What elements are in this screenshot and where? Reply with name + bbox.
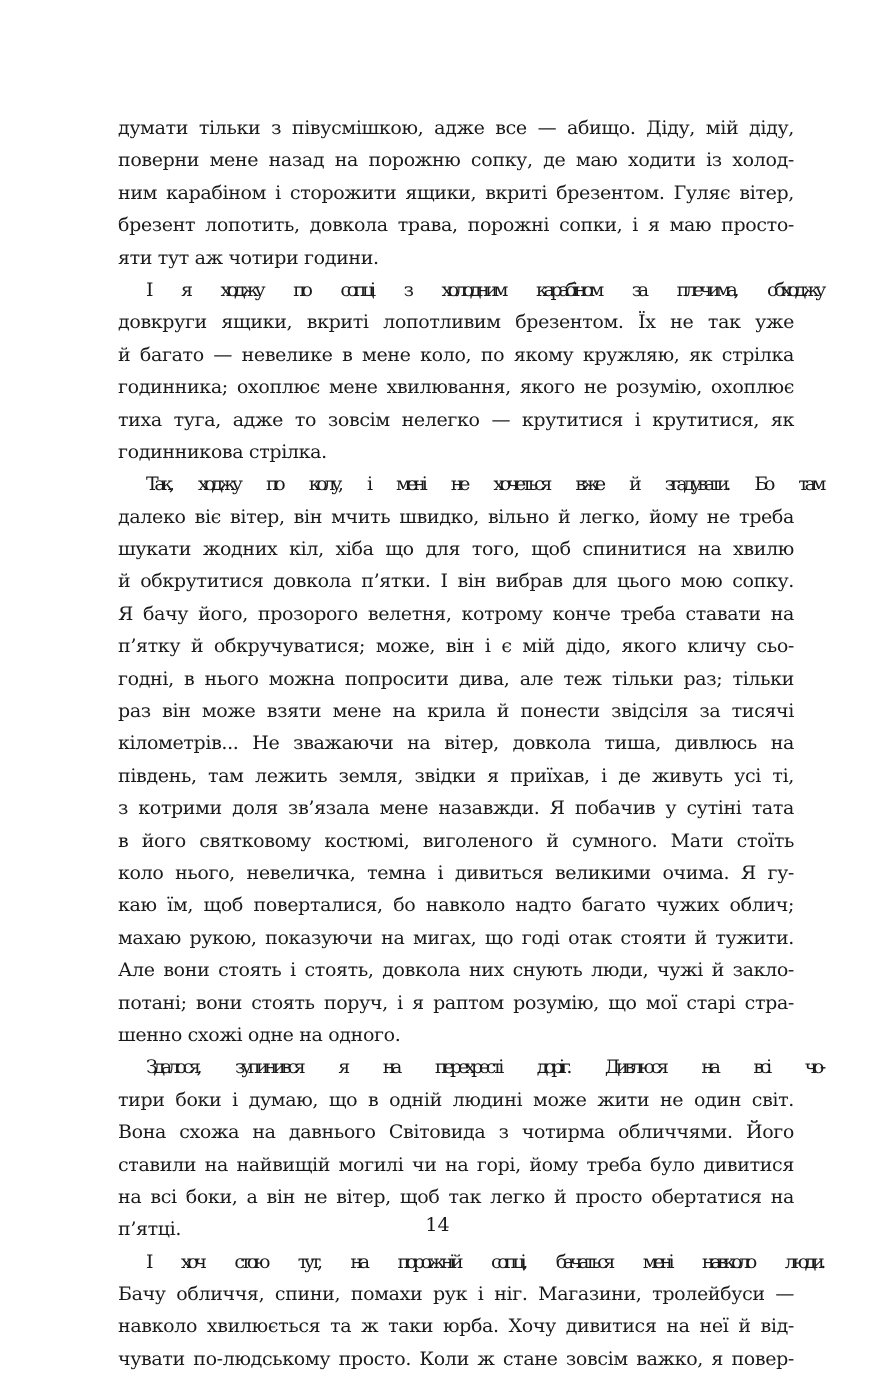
text-block — [118, 112, 822, 1375]
text-line: чувати по-людському просто. Коли ж стане зовсім важко, я повер- — [118, 1347, 794, 1370]
text-line: з котрими доля зв’язала мене назавжди. Я побачив у сутіні тата — [118, 797, 794, 820]
paragraph — [118, 112, 794, 274]
paragraph — [118, 468, 822, 1051]
text-line: Вона схожа на давнього Світовида з чотирма обличчями. Його — [118, 1121, 794, 1144]
text-line: Так, ходжу по колу, і мені не хочеться вже й згадувати. Бо там — [146, 473, 822, 496]
text-line: тири боки і думаю, що в одній людині може жити не один світ. — [118, 1088, 794, 1111]
text-line: навколо хвилюється та ж таки юрба. Хочу дивитися на неї й від- — [118, 1315, 794, 1338]
page-body — [118, 112, 822, 1375]
text-line: ставили на найвищій могилі чи на горі, йому треба було дивитися — [118, 1153, 794, 1176]
text-line: яти тут аж чотири години. — [118, 246, 379, 269]
text-line: шенно схожі одне на одного. — [118, 1023, 401, 1046]
text-line: довкруги ящики, вкриті лопотливим брезентом. Їх не так уже — [118, 311, 794, 334]
text-line: ним карабіном і сторожити ящики, вкриті брезентом. Гуляє вітер, — [118, 181, 794, 204]
text-line: махаю рукою, показуючи на мигах, що годі отак стояти й тужити. — [118, 926, 794, 949]
text-line: й багато — невелике в мене коло, по якому кружляю, як стрілка — [118, 343, 794, 366]
text-line: Я бачу його, прозорого велетня, котрому конче треба ставати на — [118, 602, 794, 625]
text-line: раз він може взяти мене на крила й понести звідсіля за тисячі — [118, 700, 794, 723]
text-line: в його святковому костюмі, виголеного й сумного. Мати стоїть — [118, 829, 794, 852]
text-line: далеко віє вітер, він мчить швидко, вільно й легко, йому не треба — [118, 505, 794, 528]
text-line: поверни мене назад на порожню сопку, де маю ходити із холод- — [118, 149, 794, 172]
paragraph — [118, 274, 822, 468]
text-line: тиха туга, адже то зовсім нелегко — крутитися і крутитися, як — [118, 408, 794, 431]
text-line: кілометрів... Не зважаючи на вітер, довкола тиша, дивлюсь на — [118, 732, 794, 755]
text-line: каю їм, щоб поверталися, бо навколо надто багато чужих облич; — [118, 894, 794, 917]
text-line: годинника; охоплює мене хвилювання, якого не розумію, охоплює — [118, 376, 794, 399]
text-line: на всі боки, а він не вітер, щоб так легко й просто обертатися на — [118, 1185, 794, 1208]
text-line: Бачу обличчя, спини, помахи рук і ніг. Магазини, тролейбуси — — [118, 1283, 794, 1306]
text-line: п’ятку й обкручуватися; може, він і є мій дідо, якого кличу сьо- — [118, 635, 794, 658]
text-line: коло нього, невеличка, темна і дивиться великими очима. Я гу- — [118, 861, 794, 884]
page-number: 14 — [425, 1214, 450, 1236]
text-line: годні, в нього можна попросити дива, але теж тільки раз; тільки — [118, 667, 794, 690]
text-line: потані; вони стоять поруч, і я раптом розумію, що мої старі стра- — [118, 991, 794, 1014]
text-line: й обкрутитися довкола п’ятки. І він вибрав для цього мою сопку. — [118, 570, 794, 593]
text-line: годинникова стрілка. — [118, 440, 327, 463]
text-line: думати тільки з півусмішкою, адже все — абищо. Діду, мій діду, — [118, 117, 794, 139]
text-line: п’ятці. — [118, 1218, 182, 1241]
text-line: Але вони стоять і стоять, довкола них снують люди, чужі й закло- — [118, 959, 794, 982]
text-line: Здалося, зупинився я на перехресті доріг. Дивлюся на всі чо- — [146, 1056, 822, 1079]
text-line: шукати жодних кіл, хіба що для того, щоб спинитися на хвилю — [118, 538, 794, 561]
paragraph — [118, 1246, 822, 1375]
text-line: південь, там лежить земля, звідки я приїхав, і де живуть усі ті, — [118, 764, 794, 787]
text-line: брезент лопотить, довкола трава, порожні сопки, і я маю просто- — [118, 214, 794, 237]
text-line: І я ходжу по сопці з холодним карабіном за плечима, обходжу — [146, 278, 822, 301]
text-line: І хоч стою тут, на порожній сопці, бачаться мені навколо люди. — [146, 1250, 822, 1273]
